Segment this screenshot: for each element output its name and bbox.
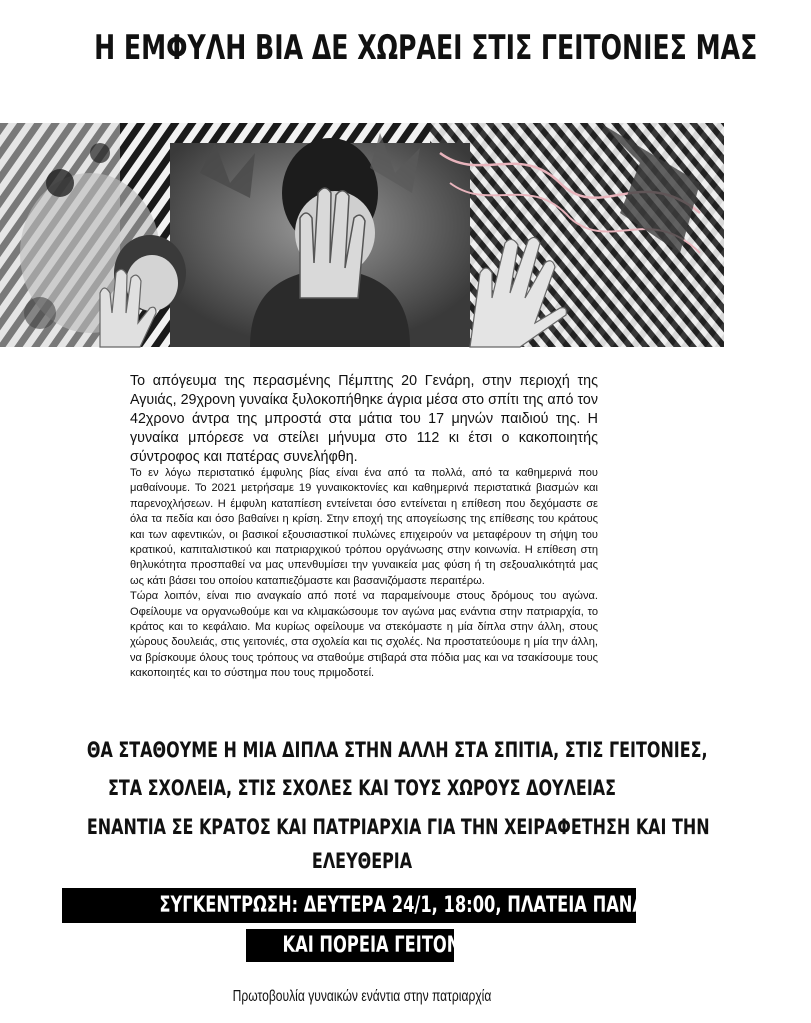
body-text [130,466,598,682]
organizer-signature: Πρωτοβουλία γυναικών ενάντια στην πατριαρχία [232,988,492,1005]
event-banner [62,888,714,923]
event-march: ΚΑΙ ΠΟΡΕΙΑ ΓΕΙΤΟΝΙΑΣ [282,933,491,958]
slogan-line: ΣΤΑ ΣΧΟΛΕΙΑ, ΣΤΙΣ ΣΧΟΛΕΣ ΚΑΙ ΤΟΥΣ ΧΩΡΟΥΣ ΔΟΥΛΕΙΑΣ [107,776,617,800]
lead-paragraph: Το απόγευμα της περασμένης Πέμπτης 20 Γενάρη, στην περιοχή της Αγυιάς, 29χρονη γυναίκα ξυλοκοπήθηκε άγρια μέσα στο σπίτι της από τον 42χρονο άντρα της μπροστά στα μάτια του 17 μηνών παιδιού της. Η γυναίκα μπόρεσε να στείλει μήνυμα στο 112 κι έτσι ο κακοποιητής σύντροφος και πατέρας συνελήφθη. [130,373,598,465]
slogan-line: ΕΛΕΥΘΕΡΙΑ [311,849,413,873]
slogan-line: ΘΑ ΣΤΑΘΟΥΜΕ Η ΜΙΑ ΔΙΠΛΑ ΣΤΗΝ ΑΛΛΗ ΣΤΑ ΣΠΙΤΙΑ, ΣΤΙΣ ΓΕΙΤΟΝΙΕΣ, [86,738,708,762]
poster-headline: Η ΕΜΦΥΛΗ ΒΙΑ ΔΕ ΧΩΡΑΕΙ ΣΤΙΣ ΓΕΙΤΟΝΙΕΣ ΜΑΣ [94,28,758,68]
slogan-line: ΕΝΑΝΤΙΑ ΣΕ ΚΡΑΤΟΣ ΚΑΙ ΠΑΤΡΙΑΡΧΙΑ ΓΙΑ ΤΗΝ ΧΕΙΡΑΦΕΤΗΣΗ ΚΑΙ ΤΗΝ [86,815,710,839]
body-paragraph: Το εν λόγω περιστατικό έμφυλης βίας είναι ένα από τα πολλά, από τα καθημερινά που μαθαίνουμε. Το 2021 μετρήσαμε 19 γυναικοκτονίες και καθημερινά περιστατικά βιασμών και παρενοχλήσεων. Η έμφυλη καταπίεση εντείνεται όσο εντείνεται η επίθεση που δεχόμαστε σε όλα τα πεδία και όσο βαθαίνει η κρίση. Στην εποχή της απογείωσης της επίθεσης του κράτους και των αφεντικών, οι βασικοί εξουσιαστικοί πυλώνες επιχειρούν να μεταφέρουν τη σήψη του κρατικού, καπιταλιστικού και πατριαρχικού τρόπου οργάνωσης στην κοινωνία. Η επίθεση στη θηλυκότητα προσπαθεί να μας υπενθυμίσει την γυναικεία μας φύση ή τη σεξουαλικότητά μας ως κάτι βάσει του οποίου καταπιεζόμαστε και βασανιζόμαστε περαιτέρω. [130,467,598,587]
event-banner-secondary [246,929,491,962]
event-details: ΣΥΓΚΕΝΤΡΩΣΗ: ΔΕΥΤΕΡΑ 24/1, 18:00, ΠΛΑΤΕΙΑ ΠΑΝΑΧΑΪΚΗΣ [159,893,714,918]
body-paragraph: Τώρα λοιπόν, είναι πιο αναγκαίο από ποτέ να παραμείνουμε στους δρόμους του αγώνα. Οφείλουμε να οργανωθούμε και να κλιμακώσουμε τον αγώνα μας ενάντια στην πατριαρχία, το κράτος και το κεφάλαιο. Μα κυρίως οφείλουμε να στεκόμαστε η μία δίπλα στην άλλη, στους χώρους δουλειάς, στις γειτονιές, στα σχολεία και τις σχολές. Να προστατεύουμε η μία την άλλη, να βρίσκουμε όλους τους τρόπους να σταθούμε στιβαρά στα πόδια μας και να τσακίσουμε τους κακοποιητές και το σύστημα που τους πριμοδοτεί. [130,590,598,680]
banner-collage-image [0,123,724,347]
